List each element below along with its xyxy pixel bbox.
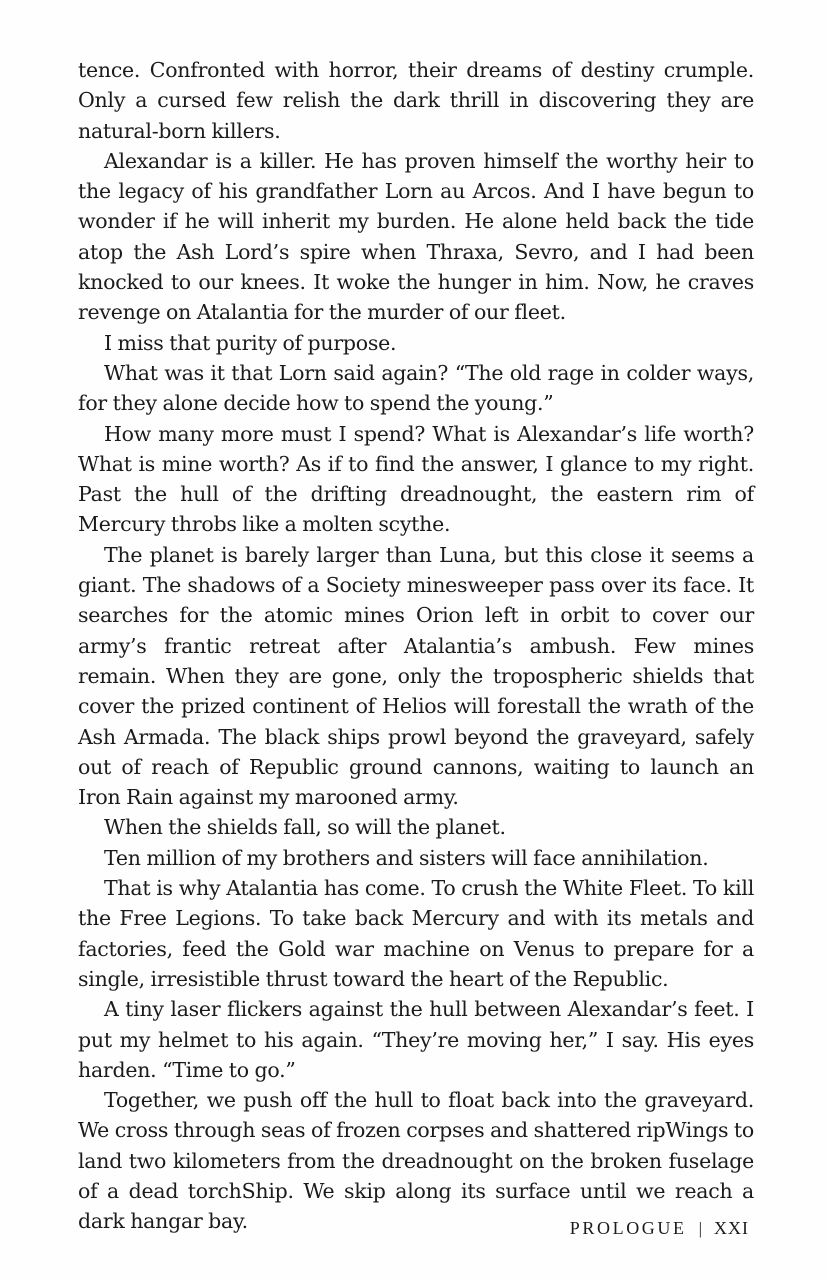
paragraph: Alexandar is a killer. He has proven himself the worthy heir to the legacy of his grandfather Lorn au Arcos. And I have begun to wonder if he will inherit my burden. He alone held back the tide atop the Ash Lord’s spire when Thraxa, Sevro, and I had been knocked to our knees. It woke the hunger in him. Now, he craves revenge on Atalantia for the murder of our fleet. <box>78 148 754 325</box>
paragraph: That is why Atalantia has come. To crush the White Fleet. To kill the Free Legions. To take back Mercury and with its metals and factories, feed the Gold war machine on Venus to prepare for a single, irresistible thrust toward the heart of the Republic. <box>78 876 754 991</box>
paragraph: What was it that Lorn said again? “The old rage in colder ways, for they alone decide how to spend the young.” <box>78 360 754 416</box>
footer-divider: | <box>698 1218 702 1238</box>
paragraph: Ten million of my brothers and sisters will face annihilation. <box>104 845 709 870</box>
paragraph: How many more must I spend? What is Alexandar’s life worth? What is mine worth? As if to find the answer, I glance to my right. Past the hull of the drifting dreadnought, the eastern rim of Mercury throbs like a molten scythe. <box>78 421 754 537</box>
paragraph: Together, we push off the hull to float back into the graveyard. We cross through seas of frozen corpses and shattered ripWings to land two kilometers from the dreadnought on the broken fuselage of a dead torchShip. We skip along its surface until we reach a dark hangar bay. <box>78 1088 754 1234</box>
running-footer <box>570 1218 749 1239</box>
paragraph: The planet is barely larger than Luna, but this close it seems a giant. The shadows of a Society minesweeper pass over its face. It searches for the atomic mines Orion left in orbit to cover our army’s frantic retreat after Atalantia’s ambush. Few mines remain. When they are gone, only the tropospheric shields that cover the prized continent of Helios will forestall the wrath of the Ash Armada. The black ships prowl beyond the graveyard, safely out of reach of Republic ground cannons, waiting to launch an Iron Rain against my marooned army. <box>78 542 754 810</box>
section-title: PROLOGUE <box>569 1218 687 1238</box>
page-number: XXI <box>714 1218 749 1238</box>
paragraph: When the shields fall, so will the planet. <box>104 815 506 840</box>
paragraph: A tiny laser flickers against the hull between Alexandar’s feet. I put my helmet to his again. “They’re moving her,” I say. His eyes harden. “Time to go.” <box>78 997 754 1082</box>
body-text <box>78 55 754 1237</box>
paragraph: I miss that purity of purpose. <box>104 330 397 355</box>
paragraph-continuation: tence. Confronted with horror, their dreams of destiny crumple. Only a cursed few relish the dark thrill in discovering they are natural-born killers. <box>78 58 754 143</box>
